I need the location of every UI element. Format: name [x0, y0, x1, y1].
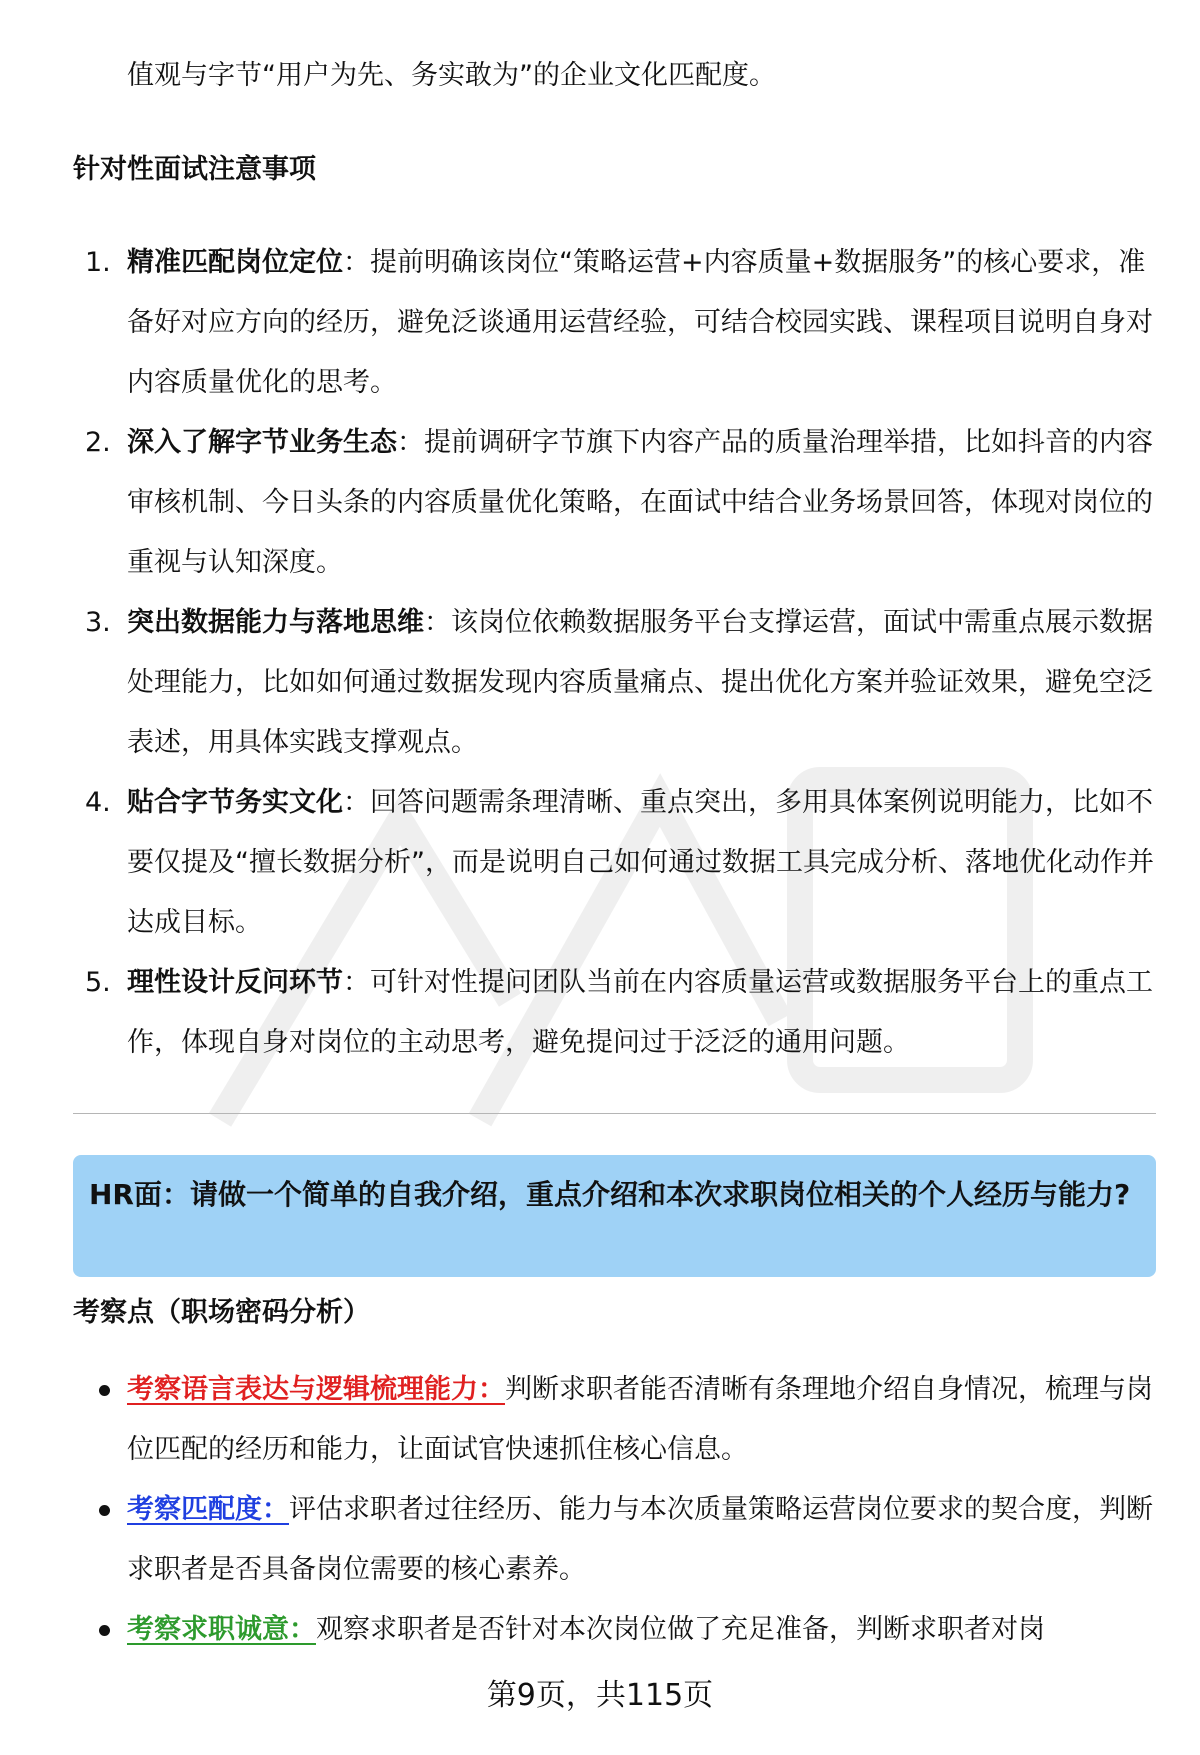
list-item-number: 3.	[85, 607, 111, 638]
numbered-list	[73, 233, 1163, 1073]
section-divider	[73, 1113, 1156, 1114]
question-box: HR面：请做一个简单的自我介绍，重点介绍和本次求职岗位相关的个人经历与能力?	[73, 1155, 1156, 1277]
list-item-text: 提前明确该岗位“策略运营+内容质量+数据服务”的核心要求，准备好对应方向的经历，避免泛谈通用运营经验，可结合校园实践、课程项目说明自身对内容质量优化的思考。	[127, 247, 1153, 398]
bullet-text: 评估求职者过往经历、能力与本次质量策略运营岗位要求的契合度，判断求职者是否具备岗位需要的核心素养。	[127, 1494, 1153, 1585]
list-item	[73, 233, 1163, 413]
bullet-dot-icon	[99, 1385, 110, 1396]
list-item-number: 4.	[85, 787, 111, 818]
bullet-item	[73, 1600, 1163, 1660]
bullet-keyword: 考察求职诚意：	[127, 1614, 316, 1645]
list-item-text: 回答问题需条理清晰、重点突出，多用具体案例说明能力，比如不要仅提及“擅长数据分析”，而是说明自己如何通过数据工具完成分析、落地优化动作并达成目标。	[127, 787, 1154, 938]
list-item	[73, 953, 1163, 1073]
list-item-text: 可针对性提问团队当前在内容质量运营或数据服务平台上的重点工作，体现自身对岗位的主动思考，避免提问过于泛泛的通用问题。	[127, 967, 1153, 1058]
bullet-item	[73, 1360, 1163, 1480]
list-item-separator: ：	[343, 787, 370, 818]
section-title: 针对性面试注意事项	[73, 154, 316, 185]
list-item-title: 深入了解字节业务生态	[127, 427, 397, 458]
list-item-separator: ：	[397, 427, 424, 458]
list-item-title: 理性设计反问环节	[127, 967, 343, 998]
list-item-title: 贴合字节务实文化	[127, 787, 343, 818]
bullet-item	[73, 1480, 1163, 1600]
list-item-title: 突出数据能力与落地思维	[127, 607, 424, 638]
list-item-separator: ：	[424, 607, 451, 638]
bullet-keyword: 考察语言表达与逻辑梳理能力：	[127, 1374, 505, 1405]
list-item-separator: ：	[343, 967, 370, 998]
intro-paragraph: 值观与字节“用户为先、务实敢为”的企业文化匹配度。	[127, 60, 776, 91]
bullet-list	[73, 1360, 1163, 1660]
bullet-dot-icon	[99, 1505, 110, 1516]
bullet-keyword: 考察匹配度：	[127, 1494, 289, 1525]
list-item	[73, 413, 1163, 593]
list-item-number: 2.	[85, 427, 111, 458]
list-item-number: 5.	[85, 967, 111, 998]
list-item	[73, 593, 1163, 773]
list-item-title: 精准匹配岗位定位	[127, 247, 343, 278]
list-item-number: 1.	[85, 247, 111, 278]
list-item	[73, 773, 1163, 953]
list-item-text: 提前调研字节旗下内容产品的质量治理举措，比如抖音的内容审核机制、今日头条的内容质量优化策略，在面试中结合业务场景回答，体现对岗位的重视与认知深度。	[127, 427, 1153, 578]
list-item-text: 该岗位依赖数据服务平台支撑运营，面试中需重点展示数据处理能力，比如如何通过数据发现内容质量痛点、提出优化方案并验证效果，避免空泛表述，用具体实践支撑观点。	[127, 607, 1153, 758]
bullet-text: 观察求职者是否针对本次岗位做了充足准备，判断求职者对岗	[316, 1614, 1045, 1645]
list-item-separator: ：	[343, 247, 370, 278]
bullet-text: 判断求职者能否清晰有条理地介绍自身情况，梳理与岗位匹配的经历和能力，让面试官快速抓住核心信息。	[127, 1374, 1153, 1465]
page-footer: 第9页，共115页	[486, 1678, 714, 1713]
bullet-dot-icon	[99, 1625, 110, 1636]
analysis-title: 考察点（职场密码分析）	[73, 1297, 370, 1328]
